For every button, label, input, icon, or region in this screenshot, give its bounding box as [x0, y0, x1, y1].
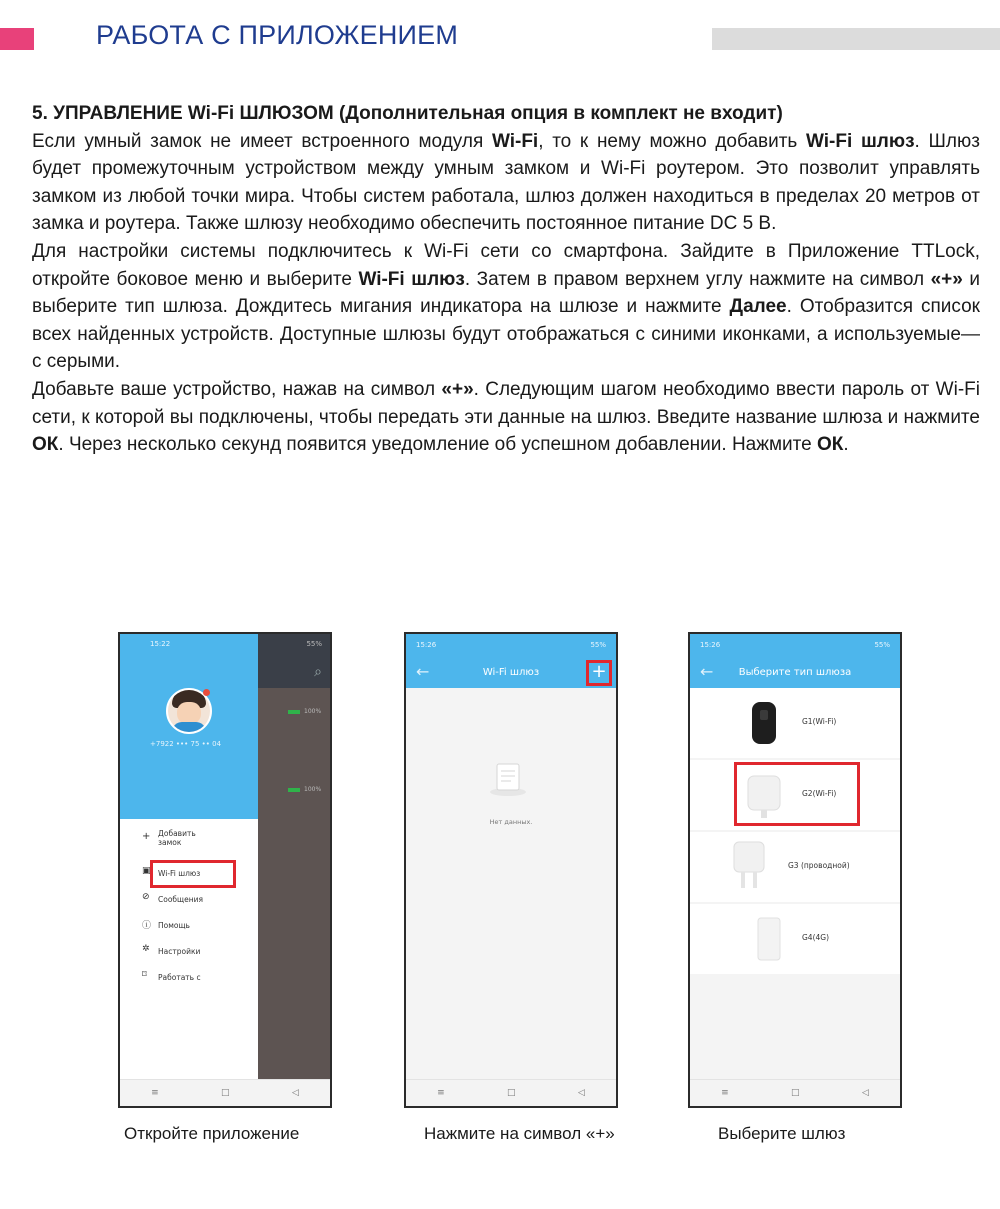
gateway-g1-icon: [750, 700, 778, 746]
menu-item-help[interactable]: Помощь: [158, 921, 190, 930]
home-nav-icon[interactable]: □: [791, 1088, 800, 1098]
app-bar: [690, 656, 900, 688]
paragraph-2: [32, 238, 980, 376]
text-bold: Wi-Fi шлюз: [358, 268, 465, 290]
status-time: 15:22: [150, 640, 171, 648]
phone-number: +7922 ••• 75 •• 04: [150, 740, 222, 748]
app-bar-title: Wi-Fi шлюз: [482, 666, 540, 678]
text: . Шлюз будет промежуточным устройством между умным замком и Wi-Fi роутером. Это позволит управлять замком из любой точки мира. Чтобы систем работала, шлюз должен находиться в пределах 20 метров от замка и роутера. Также шлюзу необходимо обеспечить постоянное питание DC 5 В.: [32, 130, 980, 235]
gateway-option-g4[interactable]: [690, 904, 900, 974]
system-navbar: [120, 1079, 330, 1106]
side-menu: [120, 819, 258, 1080]
back-nav-icon[interactable]: ◁: [861, 1088, 869, 1098]
status-bar: [406, 634, 616, 656]
empty-document-icon: [488, 760, 528, 798]
text-bold: ОК: [816, 434, 844, 456]
back-nav-icon[interactable]: ◁: [577, 1088, 585, 1098]
instructions-text: [32, 100, 980, 459]
empty-state: [406, 688, 616, 1080]
caption-open-app: Откройте приложение: [124, 1124, 300, 1143]
menu-item-messages[interactable]: Сообщения: [158, 895, 204, 904]
text: . Затем в правом верхнем углу нажмите на символ: [464, 268, 931, 290]
text: . Через несколько секунд появится уведомление об успешном добавлении. Нажмите: [58, 434, 817, 456]
menu-nav-icon[interactable]: ≡: [151, 1088, 159, 1098]
text: и выберите тип шлюза. Дождитесь мигания индикатора на шлюзе и нажмите: [32, 268, 980, 318]
gateway-g3-icon: [732, 840, 766, 892]
menu-nav-icon[interactable]: ≡: [437, 1088, 445, 1098]
notification-dot: [203, 689, 210, 696]
status-battery: 55%: [874, 641, 890, 649]
lock-battery-2: 100%: [288, 786, 321, 793]
text-bold: «+»: [930, 268, 963, 290]
section-heading: 5. УПРАВЛЕНИЕ Wi-Fi ШЛЮЗОМ (Дополнительная опция в комплект не входит): [32, 103, 783, 124]
paragraph-3: [32, 376, 980, 459]
gear-icon: ✲: [142, 944, 150, 954]
gateway-option-g1[interactable]: [690, 688, 900, 758]
menu-item-wifi-gateway[interactable]: Wi-Fi шлюз: [158, 869, 201, 878]
highlight-frame-g2: [734, 762, 860, 826]
menu-nav-icon[interactable]: ≡: [721, 1088, 729, 1098]
gateway-option-g3[interactable]: [690, 832, 900, 902]
gateway-g4-icon: [756, 916, 782, 962]
home-nav-icon[interactable]: □: [221, 1088, 230, 1098]
highlight-frame-wifi-gateway: [150, 860, 236, 888]
message-icon: ⊘: [142, 892, 150, 902]
system-navbar: [406, 1079, 616, 1106]
app-bar-title: Выберите тип шлюза: [738, 666, 852, 678]
text: Для настройки системы подключитесь к Wi-Fi сети со смартфона. Зайдите в Приложение TTLock, откройте боковое меню и выберите: [32, 240, 980, 290]
phone-screenshot-menu: [118, 632, 332, 1108]
page-title: РАБОТА С ПРИЛОЖЕНИЕМ: [96, 20, 459, 50]
status-time: 15:26: [700, 641, 721, 649]
text: Добавьте ваше устройство, нажав на символ: [32, 378, 442, 400]
back-arrow-icon[interactable]: ←: [416, 662, 430, 681]
text: . Отобразится список всех найденных устройств. Доступные шлюзы будут отображаться с синими иконками, а используемые— с серыми.: [32, 296, 980, 373]
paragraph-1: [32, 128, 980, 238]
text: , то к нему можно добавить: [538, 130, 807, 152]
status-bar: [690, 634, 900, 656]
back-arrow-icon[interactable]: ←: [700, 662, 714, 681]
help-icon: ⓘ: [142, 921, 152, 931]
gateway-label: G3 (проводной): [788, 861, 850, 870]
caption-press-plus: Нажмите на символ «+»: [424, 1124, 615, 1143]
avatar-face: [177, 702, 201, 724]
overlay-appbar: [258, 634, 330, 688]
gateway-type-list: [690, 688, 900, 1080]
status-battery: 55%: [306, 640, 322, 648]
text-bold: ОК: [32, 434, 59, 456]
text-bold: Wi-Fi: [491, 130, 539, 152]
text-bold: «+»: [441, 378, 474, 400]
phone-screenshot-gateway-type: [688, 632, 902, 1108]
status-battery: 55%: [590, 641, 606, 649]
bookmark-icon: ⌑: [142, 970, 147, 980]
text-bold: Wi-Fi шлюз: [806, 130, 915, 152]
text: . Следующим шагом необходимо ввести пароль от Wi-Fi сети, к которой вы подключены, чтобы передать эти данные на шлюз. Введите название шлюза и нажмите: [32, 378, 980, 428]
caption-choose-gateway: Выберите шлюз: [718, 1124, 846, 1143]
header-accent-bar: [0, 28, 34, 50]
header-gray-bar: [712, 28, 1000, 50]
text: .: [843, 434, 849, 456]
back-nav-icon[interactable]: ◁: [291, 1088, 299, 1098]
add-gateway-button[interactable]: +: [586, 660, 612, 686]
system-navbar: [690, 1079, 900, 1106]
lock-battery-1: 100%: [288, 708, 321, 715]
home-nav-icon[interactable]: □: [507, 1088, 516, 1098]
empty-state-text: Нет данных.: [489, 818, 533, 826]
dimmed-overlay[interactable]: [258, 634, 330, 1080]
gateway-label: G2(Wi-Fi): [802, 789, 837, 798]
text-bold: Далее: [729, 296, 787, 318]
text: Если умный замок не имеет встроенного модуля: [32, 130, 492, 152]
status-time: 15:26: [416, 641, 437, 649]
menu-item-work-with[interactable]: Работать с: [158, 973, 201, 982]
plus-icon: +: [142, 831, 151, 842]
menu-item-add-lock[interactable]: Добавить замок: [158, 829, 196, 847]
search-icon[interactable]: ⌕: [314, 664, 322, 680]
phone-screenshot-gateway: [404, 632, 618, 1108]
menu-item-settings[interactable]: Настройки: [158, 947, 201, 956]
gateway-icon: ▣: [142, 866, 151, 876]
gateway-label: G4(4G): [802, 933, 830, 942]
app-bar: [406, 656, 616, 688]
gateway-label: G1(Wi-Fi): [802, 717, 837, 726]
